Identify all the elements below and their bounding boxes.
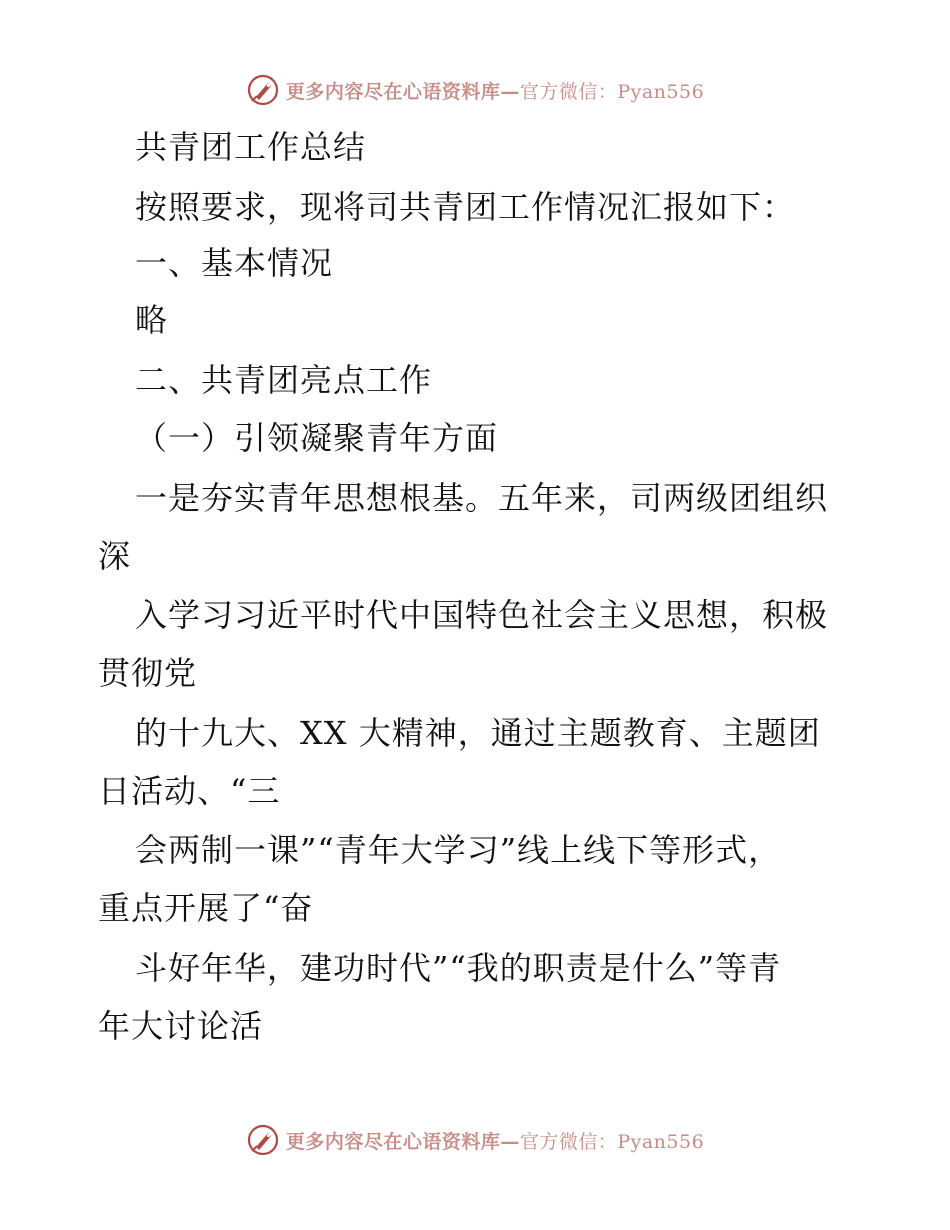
paragraph-line: 一是夯实青年思想根基。五年来，司两级团组织 xyxy=(135,479,829,517)
paragraph-line: 的十九大、XX 大精神，通过主题教育、主题团 xyxy=(135,714,821,752)
pen-nib-logo-icon xyxy=(246,1123,280,1157)
paragraph-line: 斗好年华，建功时代”“我的职责是什么”等青 xyxy=(135,949,782,987)
paragraph-line: 重点开展了“奋 xyxy=(98,889,314,927)
pen-nib-logo-icon xyxy=(246,73,280,107)
section-heading: 二、共青团亮点工作 xyxy=(135,361,433,399)
subsection-heading: （一）引领凝聚青年方面 xyxy=(135,419,499,457)
paragraph-line: 会两制一课”“青年大学习”线上线下等形式， xyxy=(135,831,782,869)
paragraph-line: 按照要求，现将司共青团工作情况汇报如下： xyxy=(135,188,796,226)
watermark-text: 更多内容尽在心语资料库—官方微信：Pyan556 xyxy=(285,1130,705,1153)
section-heading: 一、基本情况 xyxy=(135,244,334,282)
paragraph-line: 日活动、“三 xyxy=(98,772,281,810)
paragraph-line: 贯彻党 xyxy=(98,654,198,692)
header-watermark xyxy=(0,70,950,110)
paragraph-line: 略 xyxy=(135,301,169,339)
footer-watermark xyxy=(0,1120,950,1160)
paragraph-line: 入学习习近平时代中国特色社会主义思想，积极 xyxy=(135,596,829,634)
watermark-text: 更多内容尽在心语资料库—官方微信：Pyan556 xyxy=(285,80,705,103)
document-title: 共青团工作总结 xyxy=(135,128,367,166)
paragraph-line: 年大讨论活 xyxy=(98,1007,264,1045)
paragraph-line: 深 xyxy=(98,537,132,575)
